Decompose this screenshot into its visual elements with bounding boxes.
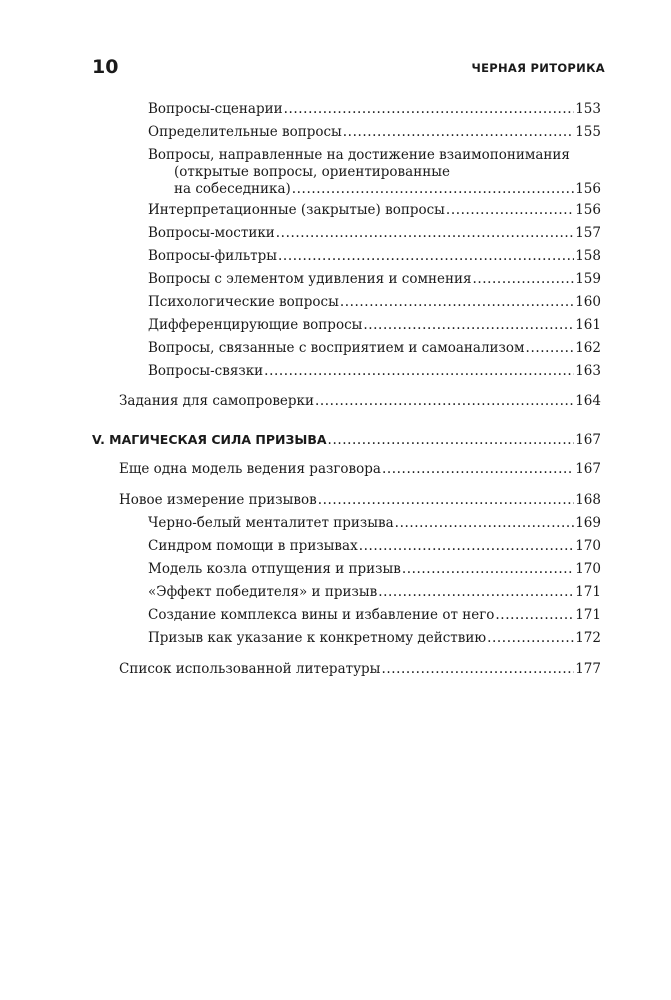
page-header [92, 56, 605, 80]
dot-leader [495, 607, 574, 624]
toc-entry-label: Вопросы-сценарии [148, 101, 283, 117]
toc-entry-label: Интерпретационные (закрытые) вопросы [148, 202, 445, 218]
toc-entry-label: Модель козла отпущения и призыв [148, 561, 401, 577]
toc-entry[interactable] [148, 363, 601, 380]
toc-entry[interactable] [148, 561, 601, 578]
toc-entry-page: 156 [575, 181, 601, 197]
toc-entry-label: Список использованной литературы [119, 661, 381, 677]
toc-entry[interactable] [148, 630, 601, 647]
toc-entry-label: Синдром помощи в призывах [148, 538, 358, 554]
toc-entry-page: 171 [575, 607, 601, 623]
toc-entry-page: 172 [575, 630, 601, 646]
toc-entry-page: 160 [575, 294, 601, 310]
toc-entry-page: 157 [575, 225, 601, 241]
toc-entry-page: 159 [575, 271, 601, 287]
toc-entry-label: Вопросы, направленные на достижение взаимопонимания [148, 147, 570, 163]
toc-entry[interactable] [148, 147, 601, 198]
toc-entry[interactable] [148, 248, 601, 265]
dot-leader [328, 432, 575, 449]
toc-entry-label: Призыв как указание к конкретному действию [148, 630, 487, 646]
dot-leader [378, 584, 574, 601]
toc-entry[interactable] [148, 607, 601, 624]
toc-entry-page: 156 [575, 202, 601, 218]
toc-entry-page: 155 [575, 124, 601, 140]
toc-entry-label: Вопросы-фильтры [148, 248, 278, 264]
dot-leader [381, 661, 574, 678]
toc-entry[interactable] [119, 461, 601, 478]
toc-entry[interactable] [148, 202, 601, 219]
toc-entry-page: 167 [575, 461, 601, 477]
toc-entry-label: Вопросы, связанные с восприятием и самоанализом [148, 340, 525, 356]
toc-entry[interactable] [148, 538, 601, 555]
toc-entry-label: Вопросы с элементом удивления и сомнения [148, 271, 472, 287]
toc-entry-label: Задания для самопроверки [119, 393, 314, 409]
toc-entry[interactable] [148, 225, 601, 242]
dot-leader [446, 202, 574, 219]
toc-entry-page: 170 [575, 538, 601, 554]
toc-entry-page: 169 [575, 515, 601, 531]
toc-entry[interactable] [148, 317, 601, 334]
toc-entry[interactable] [148, 124, 601, 141]
dot-leader [278, 248, 574, 265]
dot-leader [343, 124, 574, 141]
dot-leader [315, 393, 574, 410]
toc-entry[interactable] [148, 340, 601, 357]
toc-entry[interactable] [148, 515, 601, 532]
dot-leader [487, 630, 574, 647]
dot-leader [395, 515, 575, 532]
toc-entry[interactable] [148, 294, 601, 311]
toc-entry-page: 153 [575, 101, 601, 117]
toc-entry-label: Вопросы-связки [148, 363, 264, 379]
toc-entry-label-continued: (открытые вопросы, ориентированные [174, 164, 450, 180]
toc-entry-page: 164 [575, 393, 601, 409]
toc-entry-label: «Эффект победителя» и призыв [148, 584, 378, 600]
dot-leader [284, 101, 575, 118]
toc-entry-page: 170 [575, 561, 601, 577]
toc-entry-page: 158 [575, 248, 601, 264]
dot-leader [382, 461, 574, 478]
dot-leader [526, 340, 575, 357]
dot-leader [318, 492, 574, 509]
toc-entry-page: 162 [575, 340, 601, 356]
toc-entry-label: Определительные вопросы [148, 124, 342, 140]
toc-entry[interactable] [119, 661, 601, 678]
page-number: 10 [92, 56, 119, 78]
toc-entry[interactable] [119, 393, 601, 410]
toc-entry-label: Вопросы-мостики [148, 225, 275, 241]
toc-chapter-label: V. МАГИЧЕСКАЯ СИЛА ПРИЗЫВА [92, 432, 327, 447]
dot-leader [363, 317, 574, 334]
dot-leader [472, 271, 574, 288]
toc-entry-page: 171 [575, 584, 601, 600]
toc-entry-label: Создание комплекса вины и избавление от него [148, 607, 495, 623]
toc-entry-page: 168 [575, 492, 601, 508]
dot-leader [276, 225, 574, 242]
toc-entry-page: 177 [575, 661, 601, 677]
toc-entry-label: Психологические вопросы [148, 294, 339, 310]
toc-chapter-entry[interactable] [92, 431, 601, 449]
toc-entry[interactable] [148, 101, 601, 118]
toc-entry[interactable] [148, 271, 601, 288]
dot-leader [359, 538, 575, 555]
dot-leader [264, 363, 574, 380]
toc-entry-label: Дифференцирующие вопросы [148, 317, 363, 333]
toc-entry-label-continued: на собеседника) [174, 181, 291, 197]
toc-entry-page: 163 [575, 363, 601, 379]
running-title: ЧЕРНАЯ РИТОРИКА [471, 61, 605, 75]
toc-entry-page: 161 [575, 317, 601, 333]
dot-leader [292, 181, 574, 198]
toc-entry-page: 167 [575, 432, 601, 448]
toc-entry[interactable] [148, 584, 601, 601]
toc-entry-label: Черно-белый менталитет призыва [148, 515, 394, 531]
toc-entry-label: Еще одна модель ведения разговора [119, 461, 381, 477]
toc-entry[interactable] [119, 492, 601, 509]
dot-leader [340, 294, 574, 311]
toc-entry-label: Новое измерение призывов [119, 492, 317, 508]
dot-leader [402, 561, 574, 578]
